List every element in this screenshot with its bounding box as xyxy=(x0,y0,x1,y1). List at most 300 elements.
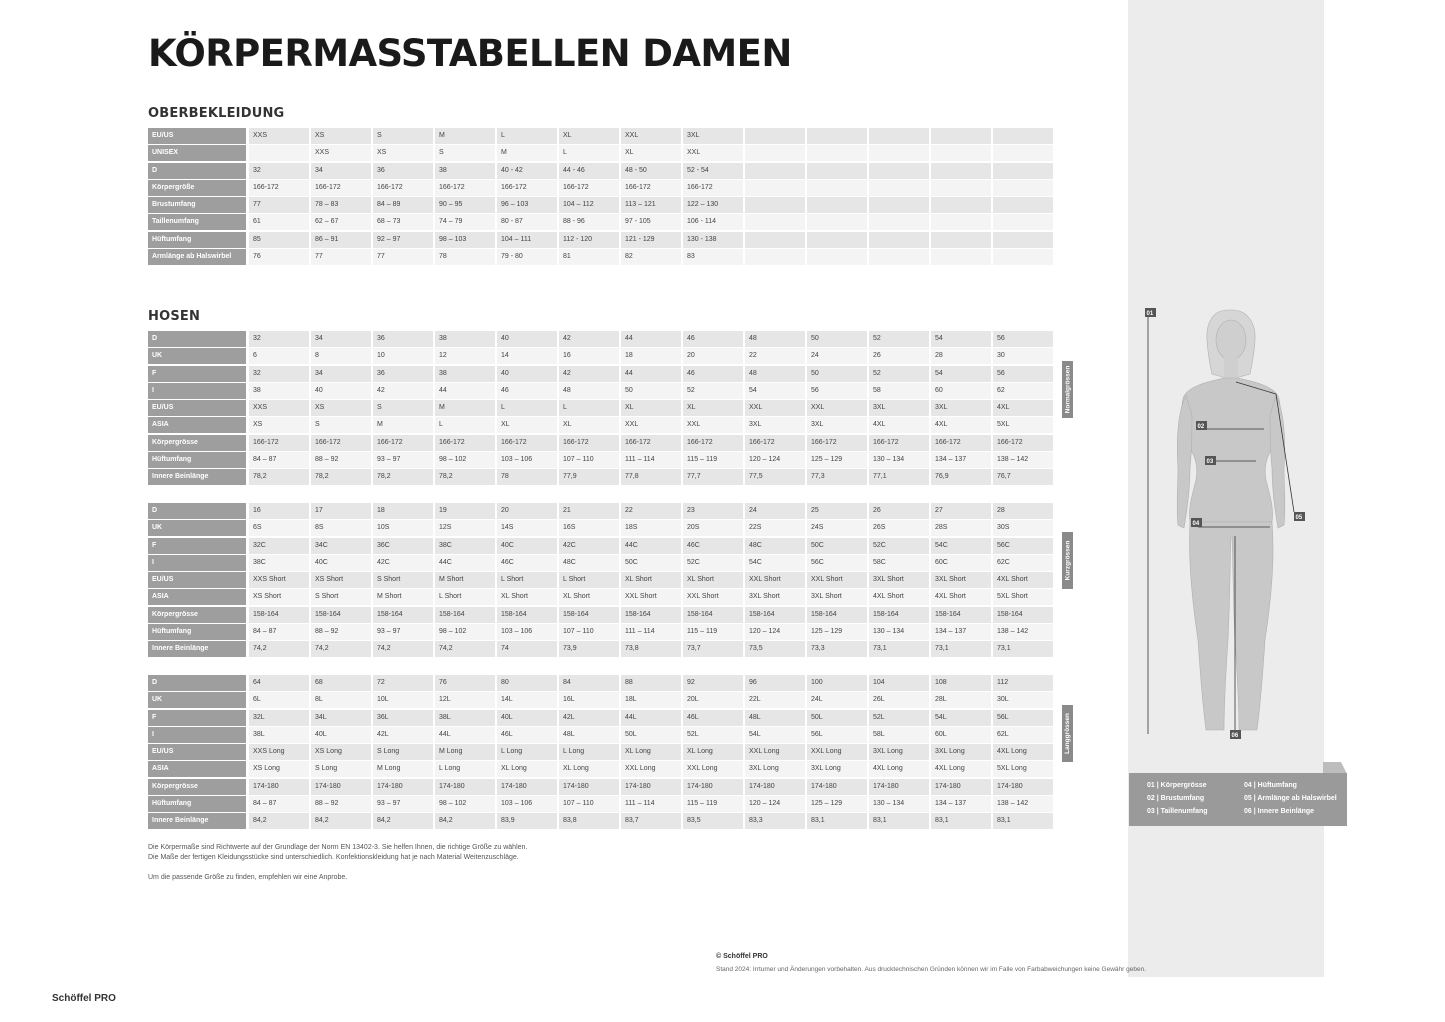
table-cell: 36 xyxy=(373,366,433,382)
table-cell: S Long xyxy=(311,761,371,777)
row-header: D xyxy=(148,675,246,691)
legend-item: 05 | Armlänge ab Halswirbel xyxy=(1244,795,1337,802)
table-cell: 100 xyxy=(807,675,867,691)
table-cell: 18 xyxy=(373,503,433,519)
table-cell: 78,2 xyxy=(373,469,433,485)
table-cell: 120 – 124 xyxy=(745,796,805,812)
table-cell: 73,3 xyxy=(807,641,867,657)
table-cell: 8S xyxy=(311,520,371,536)
table-cell: 22 xyxy=(621,503,681,519)
table-cell: 93 – 97 xyxy=(373,624,433,640)
row-header: UNISEX xyxy=(148,145,246,161)
row-header: Körpergrösse xyxy=(148,435,246,451)
table-cell: 166-172 xyxy=(435,180,495,196)
table-cell: 88 – 92 xyxy=(311,452,371,468)
table-cell: 84,2 xyxy=(373,813,433,829)
table-cell: 134 – 137 xyxy=(931,452,991,468)
table-row xyxy=(148,744,1059,761)
table-row xyxy=(148,761,1059,778)
table-cell: 73,1 xyxy=(993,641,1053,657)
table-cell: 52L xyxy=(683,727,743,743)
table-row xyxy=(148,348,1059,365)
row-header: Taillenumfang xyxy=(148,214,246,230)
table-cell: 54 xyxy=(931,366,991,382)
table-cell: 54C xyxy=(931,538,991,554)
table-row xyxy=(148,520,1059,537)
table-cell: XXS xyxy=(249,128,309,144)
measurement-legend xyxy=(1129,773,1347,826)
table-cell: XS xyxy=(311,400,371,416)
table-cell: XXS xyxy=(311,145,371,161)
tab-langgroessen: Langgrössen xyxy=(1062,705,1073,762)
table-cell: 44 - 46 xyxy=(559,163,619,179)
table-cell: M xyxy=(435,400,495,416)
table-cell: 174-180 xyxy=(249,779,309,795)
table-cell: 174-180 xyxy=(373,779,433,795)
table-hosen-normal xyxy=(148,331,1059,487)
table-cell: XXL Long xyxy=(621,761,681,777)
table-cell: 12S xyxy=(435,520,495,536)
table-cell: 166-172 xyxy=(993,435,1053,451)
table-cell: 158-164 xyxy=(435,607,495,623)
table-cell: 93 – 97 xyxy=(373,452,433,468)
table-cell: 166-172 xyxy=(559,435,619,451)
table-cell: XS xyxy=(249,417,309,433)
table-cell: 46 xyxy=(683,366,743,382)
table-cell: 108 xyxy=(931,675,991,691)
body-figure-illustration xyxy=(1140,300,1340,750)
table-cell: 83,9 xyxy=(497,813,557,829)
table-cell: 5XL xyxy=(993,417,1053,433)
table-cell: 4XL xyxy=(931,417,991,433)
row-header: Innere Beinlänge xyxy=(148,813,246,829)
table-cell: M Short xyxy=(435,572,495,588)
table-cell: 50C xyxy=(621,555,681,571)
table-cell: 14L xyxy=(497,692,557,708)
table-cell: XS Short xyxy=(311,572,371,588)
table-cell: 4XL Long xyxy=(869,761,929,777)
table-cell xyxy=(869,214,929,230)
row-header: ASIA xyxy=(148,589,246,605)
table-cell: 111 – 114 xyxy=(621,452,681,468)
table-cell: 10S xyxy=(373,520,433,536)
table-cell xyxy=(993,163,1053,179)
table-cell: 104 – 112 xyxy=(559,197,619,213)
row-header: Körpergrösse xyxy=(148,607,246,623)
table-cell: 130 – 134 xyxy=(869,624,929,640)
table-cell: 48 - 50 xyxy=(621,163,681,179)
tab-normalgroessen: Normalgrössen xyxy=(1062,361,1073,418)
table-cell: 83,7 xyxy=(621,813,681,829)
table-cell: 62C xyxy=(993,555,1053,571)
table-row xyxy=(148,555,1059,572)
table-cell: 166-172 xyxy=(311,435,371,451)
table-cell: 40L xyxy=(311,727,371,743)
table-cell xyxy=(993,128,1053,144)
table-cell: 77,8 xyxy=(621,469,681,485)
table-cell: 28 xyxy=(993,503,1053,519)
table-cell: 22S xyxy=(745,520,805,536)
table-cell: 166-172 xyxy=(497,180,557,196)
row-header: Hüftumfang xyxy=(148,452,246,468)
table-cell: 166-172 xyxy=(249,180,309,196)
table-cell: 158-164 xyxy=(311,607,371,623)
table-cell: 10L xyxy=(373,692,433,708)
table-oberbekleidung xyxy=(148,128,1059,266)
table-cell: 84 – 89 xyxy=(373,197,433,213)
table-row xyxy=(148,607,1059,624)
table-cell: 174-180 xyxy=(869,779,929,795)
table-cell: 18S xyxy=(621,520,681,536)
table-cell: 77 xyxy=(311,249,371,265)
table-cell: 158-164 xyxy=(683,607,743,623)
table-cell: 14S xyxy=(497,520,557,536)
table-cell: 77 xyxy=(373,249,433,265)
table-row xyxy=(148,417,1059,434)
table-cell: 107 – 110 xyxy=(559,452,619,468)
table-cell: 166-172 xyxy=(435,435,495,451)
table-cell: L xyxy=(559,145,619,161)
table-cell: 103 – 106 xyxy=(497,452,557,468)
table-row xyxy=(148,383,1059,400)
table-cell: 106 - 114 xyxy=(683,214,743,230)
table-cell: 32 xyxy=(249,331,309,347)
table-row xyxy=(148,128,1059,145)
table-cell: XL Short xyxy=(497,589,557,605)
table-cell: XXS Short xyxy=(249,572,309,588)
table-row xyxy=(148,796,1059,813)
table-cell: 5XL Long xyxy=(993,761,1053,777)
row-header: Armlänge ab Halswirbel xyxy=(148,249,246,265)
table-cell: 174-180 xyxy=(559,779,619,795)
table-cell: 44C xyxy=(435,555,495,571)
table-row xyxy=(148,232,1059,249)
table-cell: 3XL Short xyxy=(807,589,867,605)
table-cell: 17 xyxy=(311,503,371,519)
table-cell xyxy=(807,232,867,248)
table-cell: XXL Long xyxy=(745,744,805,760)
table-cell: 84 – 87 xyxy=(249,796,309,812)
table-cell: S Short xyxy=(373,572,433,588)
table-cell: 84 xyxy=(559,675,619,691)
table-cell: 46L xyxy=(497,727,557,743)
table-cell: L Short xyxy=(497,572,557,588)
table-cell: S xyxy=(373,400,433,416)
table-cell: 73,1 xyxy=(931,641,991,657)
table-cell: XS Long xyxy=(249,761,309,777)
table-cell: 48L xyxy=(559,727,619,743)
table-cell: 80 - 87 xyxy=(497,214,557,230)
table-cell: 166-172 xyxy=(249,435,309,451)
table-cell xyxy=(869,180,929,196)
table-row xyxy=(148,572,1059,589)
table-cell xyxy=(869,145,929,161)
table-cell: 166-172 xyxy=(621,435,681,451)
row-header: D xyxy=(148,163,246,179)
table-cell: 84,2 xyxy=(249,813,309,829)
table-cell: 166-172 xyxy=(621,180,681,196)
table-cell xyxy=(931,197,991,213)
table-cell: 92 xyxy=(683,675,743,691)
table-row xyxy=(148,779,1059,796)
table-cell: 174-180 xyxy=(745,779,805,795)
table-cell: 61 xyxy=(249,214,309,230)
table-cell: 16S xyxy=(559,520,619,536)
table-cell: XL Short xyxy=(683,572,743,588)
table-cell: 107 – 110 xyxy=(559,796,619,812)
table-cell: S Long xyxy=(373,744,433,760)
table-cell xyxy=(807,145,867,161)
table-row xyxy=(148,641,1059,658)
table-cell: 44C xyxy=(621,538,681,554)
table-cell: XL xyxy=(683,400,743,416)
table-cell: 84,2 xyxy=(435,813,495,829)
table-cell: S xyxy=(311,417,371,433)
table-cell: 134 – 137 xyxy=(931,624,991,640)
row-header: I xyxy=(148,383,246,399)
table-cell: 68 xyxy=(311,675,371,691)
table-cell: 38L xyxy=(249,727,309,743)
table-cell: 32C xyxy=(249,538,309,554)
table-cell: 18 xyxy=(621,348,681,364)
table-cell: 58L xyxy=(869,727,929,743)
table-cell xyxy=(993,180,1053,196)
table-cell: 40 xyxy=(497,366,557,382)
table-cell: 74 – 79 xyxy=(435,214,495,230)
table-cell: XXL xyxy=(683,145,743,161)
table-cell: 30L xyxy=(993,692,1053,708)
table-cell: 111 – 114 xyxy=(621,624,681,640)
table-cell: 40 - 42 xyxy=(497,163,557,179)
row-header: I xyxy=(148,727,246,743)
table-cell: 158-164 xyxy=(993,607,1053,623)
table-cell: 52C xyxy=(869,538,929,554)
table-cell: XXL Long xyxy=(683,761,743,777)
table-cell: S xyxy=(435,145,495,161)
table-cell: 6S xyxy=(249,520,309,536)
table-cell: 3XL xyxy=(683,128,743,144)
table-cell: 16 xyxy=(559,348,619,364)
row-header: EU/US xyxy=(148,128,246,144)
table-cell xyxy=(745,145,805,161)
row-header: F xyxy=(148,710,246,726)
table-cell xyxy=(931,249,991,265)
table-cell: 30S xyxy=(993,520,1053,536)
table-cell: 3XL Short xyxy=(869,572,929,588)
table-cell: 111 – 114 xyxy=(621,796,681,812)
table-cell: 38 xyxy=(435,163,495,179)
section-title-oberbekleidung: OBERBEKLEIDUNG xyxy=(148,106,285,121)
table-cell: XXS xyxy=(249,400,309,416)
table-cell: XXL xyxy=(745,400,805,416)
table-cell: XL xyxy=(621,145,681,161)
table-cell: XL xyxy=(497,417,557,433)
table-cell: 46 xyxy=(683,331,743,347)
table-cell: 158-164 xyxy=(869,607,929,623)
table-cell: XL Short xyxy=(559,589,619,605)
table-cell: XL xyxy=(621,400,681,416)
table-cell: 130 – 134 xyxy=(869,796,929,812)
row-header: EU/US xyxy=(148,572,246,588)
table-cell: 16 xyxy=(249,503,309,519)
table-cell: 158-164 xyxy=(249,607,309,623)
table-cell: 166-172 xyxy=(683,180,743,196)
table-cell: 6L xyxy=(249,692,309,708)
table-row xyxy=(148,197,1059,214)
table-cell: 20 xyxy=(683,348,743,364)
marker-04: 04 xyxy=(1192,521,1200,527)
row-header: UK xyxy=(148,520,246,536)
table-cell: 166-172 xyxy=(373,435,433,451)
table-cell: 107 – 110 xyxy=(559,624,619,640)
table-cell: 24S xyxy=(807,520,867,536)
table-cell: XL Long xyxy=(683,744,743,760)
table-cell: L Short xyxy=(559,572,619,588)
table-cell: 48C xyxy=(559,555,619,571)
table-cell: 84 – 87 xyxy=(249,452,309,468)
table-cell: 54L xyxy=(931,710,991,726)
table-cell: M Long xyxy=(373,761,433,777)
table-row xyxy=(148,400,1059,417)
table-cell: 40C xyxy=(311,555,371,571)
table-cell: 40L xyxy=(497,710,557,726)
table-cell xyxy=(869,249,929,265)
table-cell: 56C xyxy=(807,555,867,571)
table-cell: 125 – 129 xyxy=(807,452,867,468)
table-cell: 42C xyxy=(373,555,433,571)
marker-02: 02 xyxy=(1197,424,1205,430)
table-cell: 52 xyxy=(869,331,929,347)
notes xyxy=(148,843,527,883)
row-header: Körpergrösse xyxy=(148,779,246,795)
row-header: Brustumfang xyxy=(148,197,246,213)
table-cell: L xyxy=(497,400,557,416)
table-cell: 52 xyxy=(683,383,743,399)
table-cell: 8L xyxy=(311,692,371,708)
table-cell: 24L xyxy=(807,692,867,708)
table-cell: 25 xyxy=(807,503,867,519)
table-cell: M xyxy=(497,145,557,161)
table-cell: 56 xyxy=(807,383,867,399)
table-cell: 115 – 119 xyxy=(683,796,743,812)
table-cell: 42 xyxy=(559,366,619,382)
table-cell: 174-180 xyxy=(435,779,495,795)
table-cell: 32L xyxy=(249,710,309,726)
table-cell: 174-180 xyxy=(683,779,743,795)
table-hosen-lang xyxy=(148,675,1059,831)
table-cell: 158-164 xyxy=(931,607,991,623)
table-cell xyxy=(745,249,805,265)
table-cell: XL Long xyxy=(559,761,619,777)
table-cell: 77,3 xyxy=(807,469,867,485)
table-cell xyxy=(745,214,805,230)
table-cell: 113 – 121 xyxy=(621,197,681,213)
table-cell: 42 xyxy=(559,331,619,347)
table-cell: 112 xyxy=(993,675,1053,691)
table-cell xyxy=(745,163,805,179)
table-cell: 22 xyxy=(745,348,805,364)
table-cell xyxy=(993,249,1053,265)
page-title: KÖRPERMASSTABELLEN DAMEN xyxy=(148,32,792,75)
legend-item: 01 | Körpergrösse xyxy=(1147,782,1207,789)
row-header: D xyxy=(148,331,246,347)
table-cell: 98 – 102 xyxy=(435,452,495,468)
table-cell: 18L xyxy=(621,692,681,708)
table-cell xyxy=(931,128,991,144)
table-row xyxy=(148,710,1059,727)
tab-kurzgroessen: Kurzgrössen xyxy=(1062,532,1073,589)
table-cell: 174-180 xyxy=(621,779,681,795)
brand-logo-text: Schöffel PRO xyxy=(52,993,116,1004)
table-cell: XXL Short xyxy=(683,589,743,605)
table-cell: 34C xyxy=(311,538,371,554)
row-header: F xyxy=(148,538,246,554)
table-cell: 84 – 87 xyxy=(249,624,309,640)
table-cell: 98 – 103 xyxy=(435,232,495,248)
table-cell: 121 - 129 xyxy=(621,232,681,248)
table-cell xyxy=(993,214,1053,230)
table-cell: 20 xyxy=(497,503,557,519)
table-cell: 74 xyxy=(497,641,557,657)
table-cell: 158-164 xyxy=(745,607,805,623)
table-cell: 48L xyxy=(745,710,805,726)
table-cell: 85 xyxy=(249,232,309,248)
table-cell: 3XL xyxy=(869,400,929,416)
table-row xyxy=(148,813,1059,830)
table-cell: 103 – 106 xyxy=(497,796,557,812)
table-cell: 54C xyxy=(745,555,805,571)
table-cell: 50 xyxy=(807,366,867,382)
table-cell xyxy=(807,249,867,265)
table-cell: 52 - 54 xyxy=(683,163,743,179)
table-cell: 174-180 xyxy=(807,779,867,795)
table-cell: 166-172 xyxy=(807,435,867,451)
table-cell: 28S xyxy=(931,520,991,536)
table-cell: 54 xyxy=(931,331,991,347)
table-cell: 42L xyxy=(373,727,433,743)
marker-06: 06 xyxy=(1231,733,1239,739)
table-cell: 115 – 119 xyxy=(683,624,743,640)
table-cell: XL Short xyxy=(621,572,681,588)
table-cell: 120 – 124 xyxy=(745,452,805,468)
table-cell: 58C xyxy=(869,555,929,571)
table-cell: 79 - 80 xyxy=(497,249,557,265)
table-cell: 60 xyxy=(931,383,991,399)
table-cell xyxy=(249,145,309,161)
table-cell: 78 xyxy=(497,469,557,485)
table-cell: L Long xyxy=(559,744,619,760)
table-cell: 26 xyxy=(869,503,929,519)
table-cell: 4XL Short xyxy=(931,589,991,605)
table-cell: 22L xyxy=(745,692,805,708)
table-cell: 83,1 xyxy=(869,813,929,829)
table-cell: 38C xyxy=(435,538,495,554)
table-cell xyxy=(869,128,929,144)
row-header: UK xyxy=(148,692,246,708)
table-cell: 19 xyxy=(435,503,495,519)
table-cell: 88 – 92 xyxy=(311,796,371,812)
table-cell: 166-172 xyxy=(559,180,619,196)
table-cell: 76,9 xyxy=(931,469,991,485)
table-cell: 24 xyxy=(807,348,867,364)
table-cell: 88 xyxy=(621,675,681,691)
table-cell: 3XL xyxy=(807,417,867,433)
table-cell: 4XL Long xyxy=(993,744,1053,760)
table-cell: XL Long xyxy=(621,744,681,760)
table-cell: 83,3 xyxy=(745,813,805,829)
row-header: D xyxy=(148,503,246,519)
table-cell: 40C xyxy=(497,538,557,554)
